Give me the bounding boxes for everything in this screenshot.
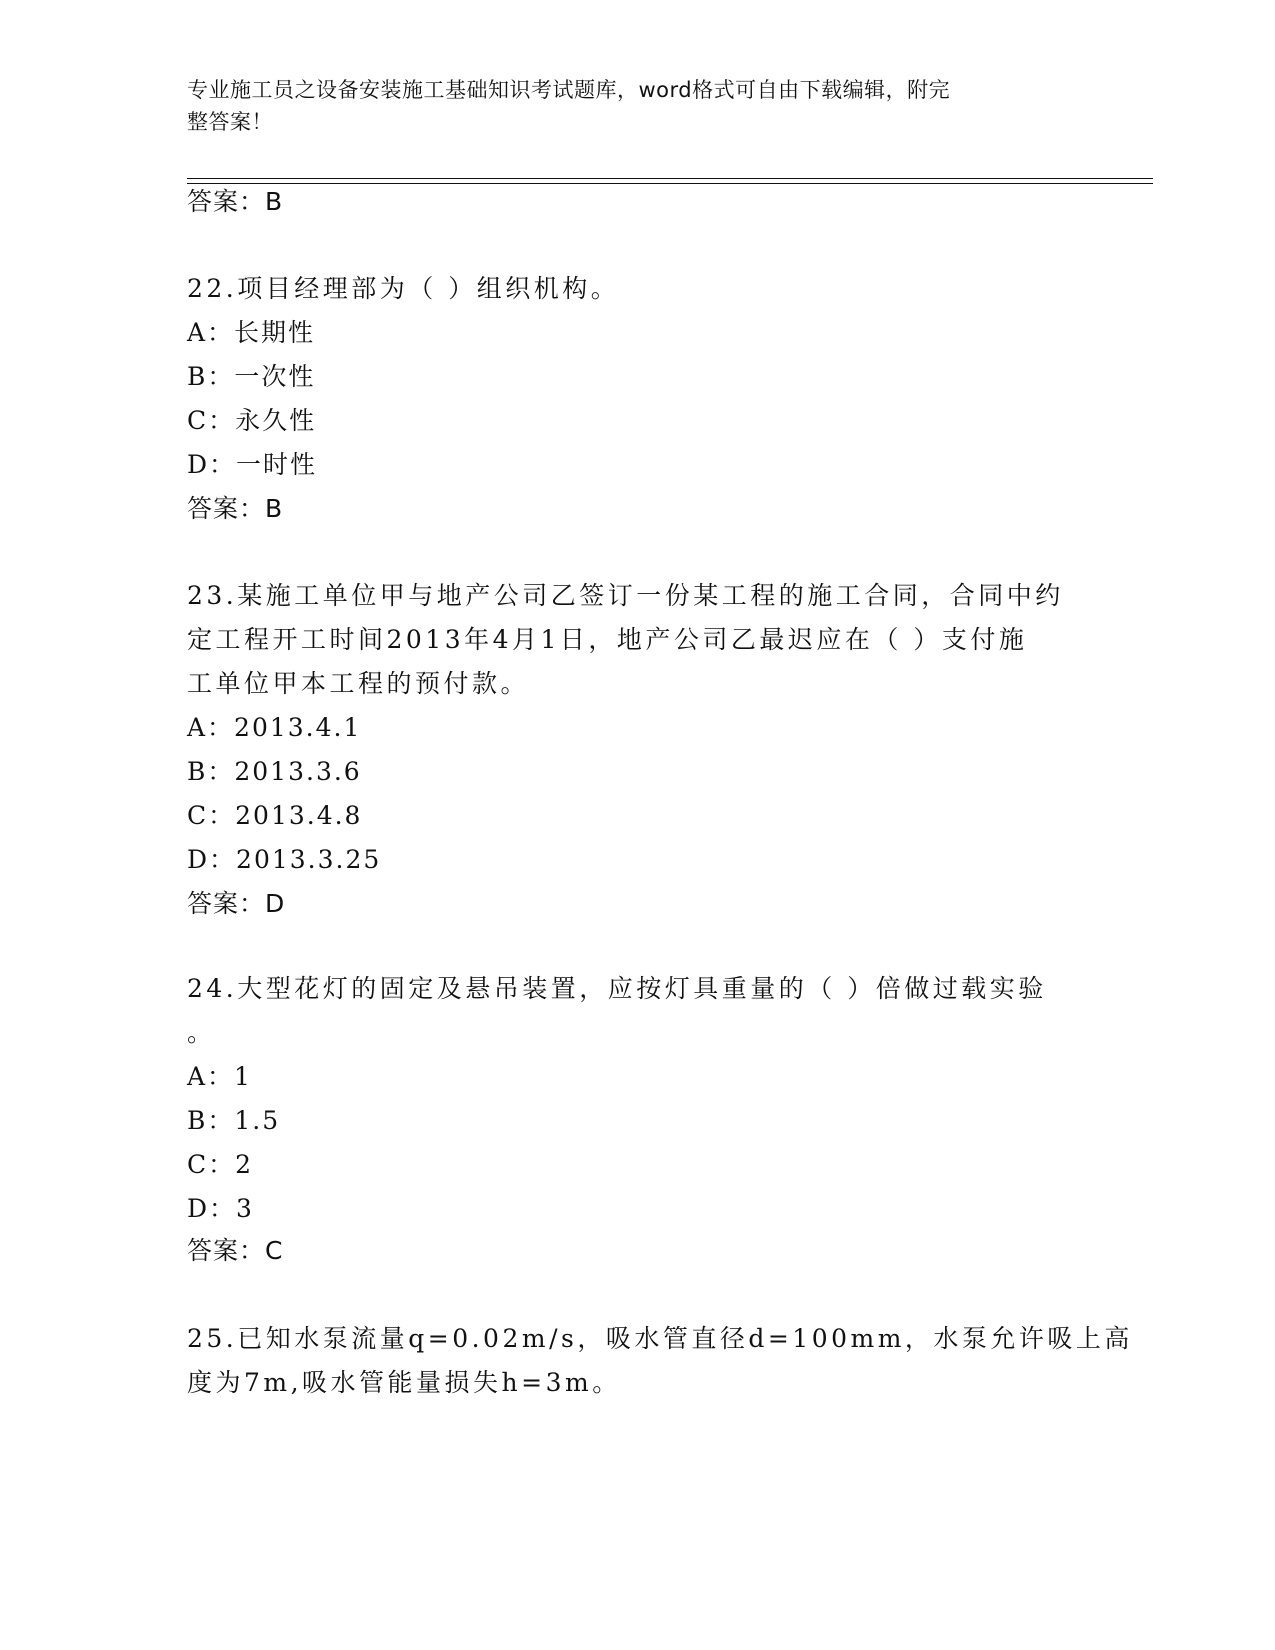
q25-stem-line-1: 25.已知水泵流量q=0.02m/s，吸水管直径d=100mm，水泵允许吸上高	[187, 1324, 1133, 1353]
q23-stem-line-1: 23.某施工单位甲与地产公司乙签订一份某工程的施工合同，合同中约	[187, 581, 1064, 610]
q24-option-d: D：3	[187, 1194, 254, 1223]
q23-answer: 答案：D	[187, 889, 286, 918]
document-header	[187, 74, 1077, 138]
q22-stem: 22.项目经理部为（ ）组织机构。	[187, 274, 620, 303]
header-divider-bottom	[187, 183, 1153, 184]
q24-option-a: A：1	[187, 1062, 252, 1091]
header-line-1: 专业施工员之设备安装施工基础知识考试题库，word格式可自由下载编辑，附完	[187, 78, 951, 102]
header-line-2: 整答案！	[187, 110, 273, 134]
answer-prev: 答案：B	[187, 187, 284, 216]
q23-option-c: C：2013.4.8	[187, 801, 363, 830]
q24-stem-line-2: 。	[187, 1018, 216, 1047]
q23-stem-line-2: 定工程开工时间2013年4月1日，地产公司乙最迟应在（ ）支付施	[187, 625, 1028, 654]
header-divider-top	[187, 178, 1153, 179]
q24-option-b: B：1.5	[187, 1106, 281, 1135]
q23-option-b: B：2013.3.6	[187, 757, 362, 786]
q22-answer: 答案：B	[187, 494, 284, 523]
q23-option-d: D：2013.3.25	[187, 845, 382, 874]
q24-option-c: C：2	[187, 1150, 254, 1179]
q22-option-b: B：一次性	[187, 362, 316, 391]
q25-stem-line-2: 度为7m,吸水管能量损失h=3m。	[187, 1368, 621, 1397]
q22-option-c: C：永久性	[187, 406, 317, 435]
q24-answer: 答案：C	[187, 1236, 284, 1265]
q24-stem-line-1: 24.大型花灯的固定及悬吊装置，应按灯具重量的（ ）倍做过载实验	[187, 974, 1047, 1003]
q22-option-d: D：一时性	[187, 450, 318, 479]
q23-option-a: A：2013.4.1	[187, 713, 362, 742]
q22-option-a: A：长期性	[187, 318, 316, 347]
q23-stem-line-3: 工单位甲本工程的预付款。	[187, 669, 530, 698]
